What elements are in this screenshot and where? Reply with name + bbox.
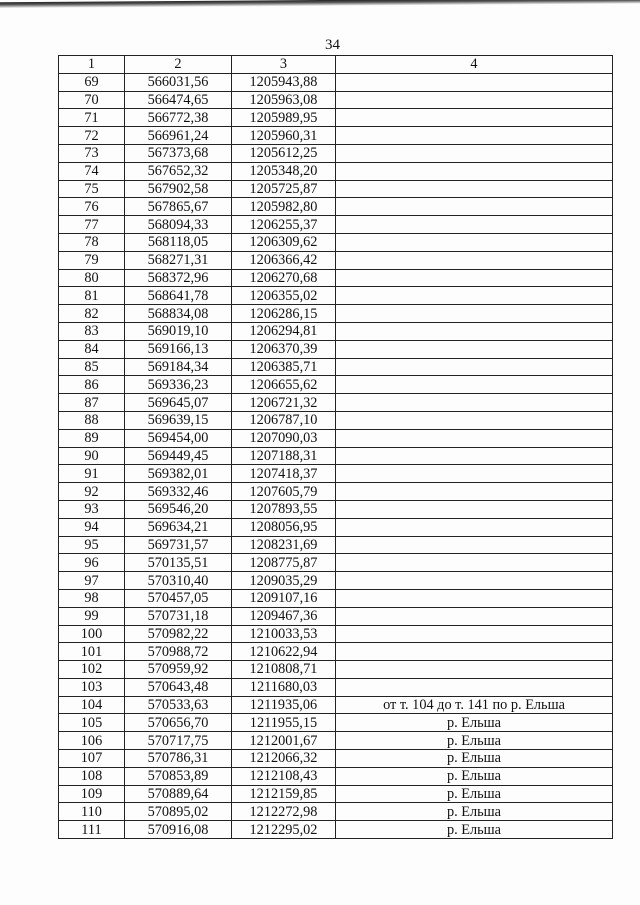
cell-x-coordinate: 569639,15 bbox=[125, 411, 232, 429]
cell-description: р. Ельша bbox=[336, 714, 613, 732]
cell-x-coordinate: 566772,38 bbox=[125, 109, 232, 127]
cell-x-coordinate: 569634,21 bbox=[125, 518, 232, 536]
cell-description bbox=[336, 251, 613, 269]
cell-description bbox=[336, 411, 613, 429]
cell-y-coordinate: 1212001,67 bbox=[232, 732, 336, 750]
cell-y-coordinate: 1206286,15 bbox=[232, 305, 336, 323]
table-row bbox=[59, 429, 613, 447]
cell-x-coordinate: 570643,48 bbox=[125, 678, 232, 696]
cell-description bbox=[336, 625, 613, 643]
cell-point-number: 83 bbox=[59, 322, 125, 340]
cell-description bbox=[336, 198, 613, 216]
cell-point-number: 110 bbox=[59, 803, 125, 821]
cell-description: р. Ельша bbox=[336, 803, 613, 821]
cell-y-coordinate: 1208056,95 bbox=[232, 518, 336, 536]
cell-description bbox=[336, 643, 613, 661]
cell-x-coordinate: 567902,58 bbox=[125, 180, 232, 198]
cell-description bbox=[336, 180, 613, 198]
cell-x-coordinate: 570656,70 bbox=[125, 714, 232, 732]
cell-description: от т. 104 до т. 141 по р. Ельша bbox=[336, 696, 613, 714]
cell-point-number: 97 bbox=[59, 572, 125, 590]
cell-point-number: 84 bbox=[59, 340, 125, 358]
cell-point-number: 100 bbox=[59, 625, 125, 643]
cell-x-coordinate: 567865,67 bbox=[125, 198, 232, 216]
cell-x-coordinate: 570982,22 bbox=[125, 625, 232, 643]
cell-point-number: 88 bbox=[59, 411, 125, 429]
cell-point-number: 73 bbox=[59, 144, 125, 162]
cell-x-coordinate: 568094,33 bbox=[125, 216, 232, 234]
table-body bbox=[59, 73, 613, 838]
cell-point-number: 98 bbox=[59, 589, 125, 607]
cell-point-number: 80 bbox=[59, 269, 125, 287]
cell-point-number: 79 bbox=[59, 251, 125, 269]
cell-y-coordinate: 1209035,29 bbox=[232, 572, 336, 590]
cell-x-coordinate: 570895,02 bbox=[125, 803, 232, 821]
cell-y-coordinate: 1206370,39 bbox=[232, 340, 336, 358]
cell-y-coordinate: 1205989,95 bbox=[232, 109, 336, 127]
table-row bbox=[59, 572, 613, 590]
table-row bbox=[59, 714, 613, 732]
column-header-point: 1 bbox=[59, 56, 125, 74]
cell-description bbox=[336, 216, 613, 234]
cell-description bbox=[336, 269, 613, 287]
table-row bbox=[59, 305, 613, 323]
cell-y-coordinate: 1208231,69 bbox=[232, 536, 336, 554]
cell-x-coordinate: 568118,05 bbox=[125, 233, 232, 251]
table-row bbox=[59, 678, 613, 696]
table-row bbox=[59, 750, 613, 768]
cell-point-number: 71 bbox=[59, 109, 125, 127]
cell-x-coordinate: 566961,24 bbox=[125, 127, 232, 145]
scan-edge-shadow bbox=[0, 0, 640, 8]
page-number: 34 bbox=[325, 37, 340, 53]
table-row bbox=[59, 767, 613, 785]
cell-x-coordinate: 569454,00 bbox=[125, 429, 232, 447]
cell-point-number: 70 bbox=[59, 91, 125, 109]
cell-description bbox=[336, 73, 613, 91]
cell-y-coordinate: 1212295,02 bbox=[232, 821, 336, 839]
table-row bbox=[59, 127, 613, 145]
cell-x-coordinate: 570135,51 bbox=[125, 554, 232, 572]
cell-point-number: 85 bbox=[59, 358, 125, 376]
cell-y-coordinate: 1211935,06 bbox=[232, 696, 336, 714]
cell-point-number: 93 bbox=[59, 500, 125, 518]
cell-y-coordinate: 1205982,80 bbox=[232, 198, 336, 216]
cell-description bbox=[336, 162, 613, 180]
cell-description bbox=[336, 127, 613, 145]
table-row bbox=[59, 589, 613, 607]
cell-y-coordinate: 1212066,32 bbox=[232, 750, 336, 768]
cell-x-coordinate: 570988,72 bbox=[125, 643, 232, 661]
cell-y-coordinate: 1207188,31 bbox=[232, 447, 336, 465]
cell-point-number: 102 bbox=[59, 661, 125, 679]
table-row bbox=[59, 73, 613, 91]
cell-point-number: 89 bbox=[59, 429, 125, 447]
cell-x-coordinate: 570916,08 bbox=[125, 821, 232, 839]
cell-y-coordinate: 1205348,20 bbox=[232, 162, 336, 180]
table-row bbox=[59, 394, 613, 412]
cell-point-number: 96 bbox=[59, 554, 125, 572]
table-row bbox=[59, 661, 613, 679]
cell-y-coordinate: 1206270,68 bbox=[232, 269, 336, 287]
cell-point-number: 99 bbox=[59, 607, 125, 625]
table-row bbox=[59, 233, 613, 251]
table-row bbox=[59, 447, 613, 465]
cell-point-number: 76 bbox=[59, 198, 125, 216]
cell-y-coordinate: 1206294,81 bbox=[232, 322, 336, 340]
table-row bbox=[59, 625, 613, 643]
cell-point-number: 105 bbox=[59, 714, 125, 732]
cell-point-number: 78 bbox=[59, 233, 125, 251]
table-row bbox=[59, 732, 613, 750]
table-row bbox=[59, 180, 613, 198]
cell-y-coordinate: 1210033,53 bbox=[232, 625, 336, 643]
table-row bbox=[59, 376, 613, 394]
cell-y-coordinate: 1205612,25 bbox=[232, 144, 336, 162]
cell-y-coordinate: 1212272,98 bbox=[232, 803, 336, 821]
cell-point-number: 107 bbox=[59, 750, 125, 768]
cell-description bbox=[336, 447, 613, 465]
cell-point-number: 101 bbox=[59, 643, 125, 661]
cell-x-coordinate: 569336,23 bbox=[125, 376, 232, 394]
cell-description bbox=[336, 678, 613, 696]
cell-point-number: 104 bbox=[59, 696, 125, 714]
table-row bbox=[59, 358, 613, 376]
cell-y-coordinate: 1209467,36 bbox=[232, 607, 336, 625]
cell-description: р. Ельша bbox=[336, 785, 613, 803]
cell-x-coordinate: 569332,46 bbox=[125, 483, 232, 501]
cell-point-number: 72 bbox=[59, 127, 125, 145]
cell-description bbox=[336, 287, 613, 305]
cell-point-number: 95 bbox=[59, 536, 125, 554]
table-row bbox=[59, 216, 613, 234]
table-row bbox=[59, 554, 613, 572]
cell-description bbox=[336, 589, 613, 607]
cell-y-coordinate: 1206385,71 bbox=[232, 358, 336, 376]
cell-y-coordinate: 1205943,88 bbox=[232, 73, 336, 91]
cell-y-coordinate: 1211955,15 bbox=[232, 714, 336, 732]
table-row bbox=[59, 696, 613, 714]
cell-description bbox=[336, 607, 613, 625]
table-row bbox=[59, 518, 613, 536]
table-row bbox=[59, 287, 613, 305]
cell-y-coordinate: 1207090,03 bbox=[232, 429, 336, 447]
table-row bbox=[59, 322, 613, 340]
table-row bbox=[59, 340, 613, 358]
table-row bbox=[59, 465, 613, 483]
cell-y-coordinate: 1206366,42 bbox=[232, 251, 336, 269]
cell-x-coordinate: 568641,78 bbox=[125, 287, 232, 305]
column-header-description: 4 bbox=[336, 56, 613, 74]
cell-description bbox=[336, 536, 613, 554]
table-header-row bbox=[59, 56, 613, 74]
cell-x-coordinate: 569019,10 bbox=[125, 322, 232, 340]
cell-point-number: 91 bbox=[59, 465, 125, 483]
cell-point-number: 103 bbox=[59, 678, 125, 696]
column-header-y: 3 bbox=[232, 56, 336, 74]
cell-x-coordinate: 569546,20 bbox=[125, 500, 232, 518]
table-row bbox=[59, 91, 613, 109]
cell-x-coordinate: 567373,68 bbox=[125, 144, 232, 162]
table-row bbox=[59, 803, 613, 821]
table-row bbox=[59, 109, 613, 127]
cell-description bbox=[336, 305, 613, 323]
cell-description: р. Ельша bbox=[336, 767, 613, 785]
cell-point-number: 90 bbox=[59, 447, 125, 465]
cell-point-number: 92 bbox=[59, 483, 125, 501]
cell-x-coordinate: 569645,07 bbox=[125, 394, 232, 412]
cell-x-coordinate: 570786,31 bbox=[125, 750, 232, 768]
table-row bbox=[59, 411, 613, 429]
cell-y-coordinate: 1205960,31 bbox=[232, 127, 336, 145]
cell-point-number: 82 bbox=[59, 305, 125, 323]
cell-description: р. Ельша bbox=[336, 732, 613, 750]
cell-x-coordinate: 570731,18 bbox=[125, 607, 232, 625]
cell-point-number: 74 bbox=[59, 162, 125, 180]
cell-description bbox=[336, 376, 613, 394]
table-row bbox=[59, 162, 613, 180]
coordinates-table bbox=[58, 55, 613, 839]
cell-description: р. Ельша bbox=[336, 750, 613, 768]
table-row bbox=[59, 198, 613, 216]
cell-y-coordinate: 1208775,87 bbox=[232, 554, 336, 572]
cell-point-number: 81 bbox=[59, 287, 125, 305]
cell-point-number: 75 bbox=[59, 180, 125, 198]
cell-description bbox=[336, 358, 613, 376]
cell-x-coordinate: 570310,40 bbox=[125, 572, 232, 590]
table-row bbox=[59, 144, 613, 162]
cell-x-coordinate: 569382,01 bbox=[125, 465, 232, 483]
cell-description bbox=[336, 661, 613, 679]
cell-point-number: 106 bbox=[59, 732, 125, 750]
cell-description bbox=[336, 500, 613, 518]
cell-x-coordinate: 570959,92 bbox=[125, 661, 232, 679]
cell-x-coordinate: 568372,96 bbox=[125, 269, 232, 287]
cell-y-coordinate: 1211680,03 bbox=[232, 678, 336, 696]
cell-x-coordinate: 570889,64 bbox=[125, 785, 232, 803]
cell-y-coordinate: 1206721,32 bbox=[232, 394, 336, 412]
cell-description bbox=[336, 233, 613, 251]
table-row bbox=[59, 785, 613, 803]
cell-point-number: 86 bbox=[59, 376, 125, 394]
cell-y-coordinate: 1206355,02 bbox=[232, 287, 336, 305]
cell-y-coordinate: 1206655,62 bbox=[232, 376, 336, 394]
table-row bbox=[59, 269, 613, 287]
cell-x-coordinate: 568834,08 bbox=[125, 305, 232, 323]
table-row bbox=[59, 251, 613, 269]
cell-point-number: 77 bbox=[59, 216, 125, 234]
table-row bbox=[59, 821, 613, 839]
cell-description bbox=[336, 483, 613, 501]
cell-x-coordinate: 568271,31 bbox=[125, 251, 232, 269]
cell-point-number: 69 bbox=[59, 73, 125, 91]
cell-description bbox=[336, 109, 613, 127]
cell-x-coordinate: 566031,56 bbox=[125, 73, 232, 91]
cell-y-coordinate: 1212108,43 bbox=[232, 767, 336, 785]
cell-y-coordinate: 1206309,62 bbox=[232, 233, 336, 251]
cell-y-coordinate: 1206255,37 bbox=[232, 216, 336, 234]
cell-y-coordinate: 1207418,37 bbox=[232, 465, 336, 483]
cell-description bbox=[336, 465, 613, 483]
cell-y-coordinate: 1207893,55 bbox=[232, 500, 336, 518]
table-row bbox=[59, 643, 613, 661]
table-row bbox=[59, 483, 613, 501]
cell-description bbox=[336, 91, 613, 109]
cell-x-coordinate: 569731,57 bbox=[125, 536, 232, 554]
cell-description bbox=[336, 394, 613, 412]
cell-y-coordinate: 1209107,16 bbox=[232, 589, 336, 607]
cell-y-coordinate: 1212159,85 bbox=[232, 785, 336, 803]
cell-description bbox=[336, 322, 613, 340]
cell-x-coordinate: 570717,75 bbox=[125, 732, 232, 750]
cell-x-coordinate: 570533,63 bbox=[125, 696, 232, 714]
cell-point-number: 87 bbox=[59, 394, 125, 412]
cell-x-coordinate: 569166,13 bbox=[125, 340, 232, 358]
cell-description bbox=[336, 429, 613, 447]
cell-description bbox=[336, 144, 613, 162]
cell-point-number: 109 bbox=[59, 785, 125, 803]
cell-x-coordinate: 566474,65 bbox=[125, 91, 232, 109]
column-header-x: 2 bbox=[125, 56, 232, 74]
table-row bbox=[59, 607, 613, 625]
cell-point-number: 108 bbox=[59, 767, 125, 785]
cell-description: р. Ельша bbox=[336, 821, 613, 839]
cell-y-coordinate: 1205725,87 bbox=[232, 180, 336, 198]
cell-y-coordinate: 1205963,08 bbox=[232, 91, 336, 109]
cell-point-number: 111 bbox=[59, 821, 125, 839]
cell-x-coordinate: 570853,89 bbox=[125, 767, 232, 785]
cell-y-coordinate: 1207605,79 bbox=[232, 483, 336, 501]
cell-y-coordinate: 1210622,94 bbox=[232, 643, 336, 661]
cell-x-coordinate: 567652,32 bbox=[125, 162, 232, 180]
cell-x-coordinate: 569184,34 bbox=[125, 358, 232, 376]
cell-y-coordinate: 1206787,10 bbox=[232, 411, 336, 429]
cell-description bbox=[336, 518, 613, 536]
table-row bbox=[59, 500, 613, 518]
table-row bbox=[59, 536, 613, 554]
cell-description bbox=[336, 554, 613, 572]
cell-description bbox=[336, 340, 613, 358]
cell-point-number: 94 bbox=[59, 518, 125, 536]
cell-x-coordinate: 570457,05 bbox=[125, 589, 232, 607]
cell-description bbox=[336, 572, 613, 590]
cell-x-coordinate: 569449,45 bbox=[125, 447, 232, 465]
cell-y-coordinate: 1210808,71 bbox=[232, 661, 336, 679]
